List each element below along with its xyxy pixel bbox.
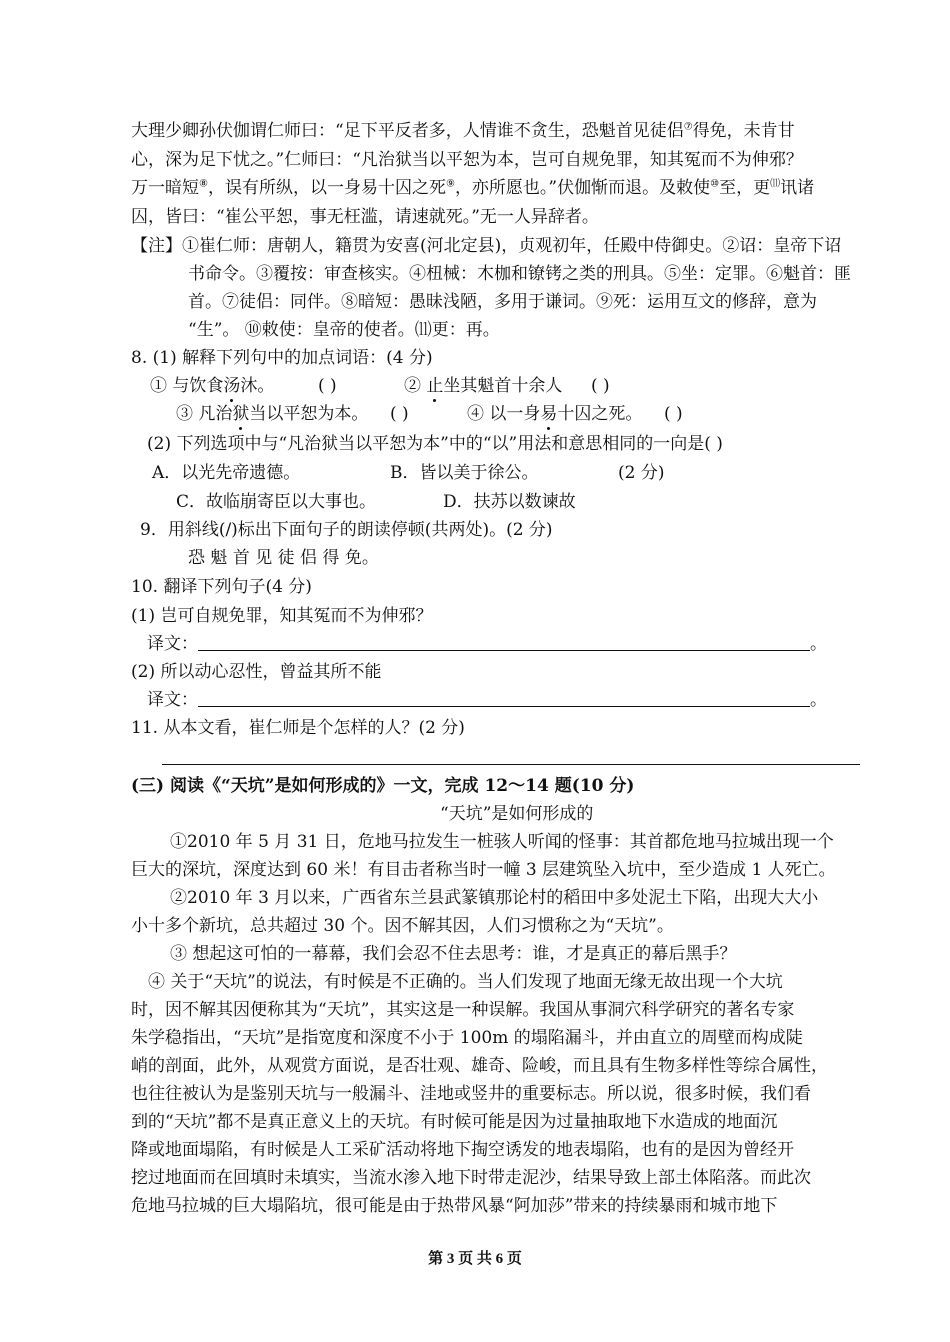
passage-line-2: 心，深为足下忧之。”仁师曰：“凡治狱当以平恕为本，岂可自规免罪，知其冤而不为伸邪？ [131,150,803,170]
q8-item-1-answer[interactable]: ( ) [318,376,337,396]
passage-text: 得免，未肯甘 [692,121,795,141]
footnote-marker: ⑩ [710,178,720,190]
q10-answer-2 [147,689,827,711]
q8-item-2 [404,375,562,397]
passage-text: ，误有所纵，以一身易十囚之死 [207,178,446,198]
footnote-marker: ⑧ [199,178,208,190]
note-line-3: 首。⑦徒侣：同伴。⑧暗短：愚昧浅陋，多用于谦词。⑨死：运用互文的修辞，意为 [188,292,817,312]
article-p4-line-4: 峭的剖面，此外，从观赏方面说，是否壮观、雄奇、险峻，而且具有生物多样性等综合属性， [131,1056,828,1076]
q8-item-2-answer[interactable]: ( ) [591,376,610,396]
q8-title: 8. (1) 解释下列句中的加点词语：(4 分) [131,348,433,368]
q8-item-4-answer[interactable]: ( ) [664,404,683,424]
item-text: 沐。 [240,376,275,396]
article-p4-line-5: 也往往被认为是鉴别天坑与一般漏斗、洼地或竖井的重要标志。所以说，很多时候，我们看 [131,1084,811,1104]
answer-label: 译文： [147,690,198,710]
article-p4-line-1: ④ 关于“天坑”的说法，有时候是不正确的。当人们发现了地面无缘无故出现一个大坑 [148,972,783,992]
section-3-heading: (三) 阅读《“天坑”是如何形成的》一文，完成 12～14 题(10 分) [131,776,635,796]
note-line-4: “生”。 ⑩敕使：皇帝的使者。⑾更：再。 [188,320,500,340]
item-text: ④ 以一身 [467,404,541,424]
passage-text: 大理少卿孙伏伽谓仁师曰：“足下平反者多，人情谁不贪生，恐魁首见徒侣 [131,121,684,141]
article-p4-line-8: 挖过地面而在回填时未填实，当流水渗入地下时带走泥沙，结果导致上部土体陷落。而此次 [131,1168,811,1188]
passage-text: 讯诸 [780,178,815,198]
q10-sentence-2: (2) 所以动心忍性，曾益其所不能 [131,662,382,682]
passage-line-3 [131,177,814,199]
answer-end: 。 [810,634,827,654]
q8-option-a: A．以光先帝遗德。 [152,463,301,483]
article-p3: ③ 想起这可怕的一幕幕，我们会忍不住去思考：谁，才是真正的幕后黑手？ [170,944,737,964]
q10-sentence-1: (1) 岂可自规免罪，知其冤而不为伸邪？ [131,606,433,626]
q8-option-b: B．皆以美于徐公。 [390,463,539,483]
footnote-marker: ⑦ [683,121,693,133]
passage-text: 至，更 [719,178,771,198]
article-p4-line-2: 时，因不解其因便称其为“天坑”，其实这是一种误解。我国从事洞穴科学研究的著名专家 [131,1000,795,1020]
item-text: 当以平恕为本。 [249,404,369,424]
passage-line-4: 囚，皆曰：“崔公平恕，事无枉滥，请速就死。”无一人异辞者。 [131,207,599,227]
q10-answer-1 [147,633,827,655]
dotted-word: 易 [540,404,558,424]
note-line-2: 书命令。③覆按：审查核实。④杻械：木枷和镣铐之类的刑具。⑤坐：定罪。⑥魁首：匪 [188,264,851,284]
q8-item-1 [150,375,274,397]
item-text: ③ 凡治 [176,404,233,424]
article-p4-line-9: 危地马拉城的巨大塌陷坑，很可能是由于热带风暴“阿加莎”带来的持续暴雨和城市地下 [131,1196,778,1216]
item-text: 十囚之死。 [557,404,643,424]
dotted-word: 止 [426,376,444,396]
q8-option-d: D．扶苏以数谏故 [443,492,576,512]
article-p4-line-6: 到的“天坑”都不是真正意义上的天坑。有时候可能是因为过量抽取地下水造成的地面沉 [131,1112,778,1132]
footnote-marker: ⑨ [445,178,455,190]
passage-text: 万一暗短 [131,178,199,198]
q8-option-c: C．故临崩寄臣以大事也。 [176,492,377,512]
note-line-1: 【注】①崔仁师：唐朝人，籍贯为安喜(河北定县)，贞观初年，任殿中侍御史。②诏：皇帝下诏 [131,236,842,256]
passage-text: ，亦所愿也。”伏伽惭而退。及敕使 [454,178,711,198]
q8-item-3-answer[interactable]: ( ) [390,404,409,424]
item-text: ① 与饮食 [150,376,224,396]
item-text: ② [404,376,427,396]
q8-item-4 [467,403,642,425]
q11-title: 11. 从本文看，崔仁师是个怎样的人？(2 分) [131,718,465,738]
answer-end: 。 [810,690,827,710]
article-title: “天坑”是如何形成的 [440,804,594,824]
article-p1-line-1: ①2010 年 5 月 31 日，危地马拉发生一桩骇人听闻的怪事：其首都危地马拉城出现一个 [170,832,834,852]
q9-title: 9．用斜线(/)标出下面句子的朗读停顿(共两处)。(2 分) [140,520,553,540]
article-p1-line-2: 巨大的深坑，深度达到 60 米！有目击者称当时一幢 3 层建筑坠入坑中，至少造成 1 人死亡。 [131,860,836,880]
q11-answer-line[interactable] [162,764,860,765]
answer-blank-2[interactable] [198,690,810,707]
article-p4-line-3: 朱学稳指出，“天坑”是指宽度和深度不小于 100m 的塌陷漏斗，并由直立的周壁而构成陡 [131,1028,803,1048]
passage-line-1 [131,120,795,142]
item-text: 坐其魁首十余人 [443,376,563,396]
article-p4-line-7: 降或地面塌陷，有时候是人工采矿活动将地下掏空诱发的地表塌陷，也有的是因为曾经开 [131,1140,794,1160]
answer-label: 译文： [147,634,198,654]
article-p2-line-1: ②2010 年 3 月以来，广西省东兰县武篆镇那论村的稻田中多处泥土下陷，出现大大小 [170,888,819,908]
dotted-word: 狱 [232,404,250,424]
article-p2-line-2: 小十多个新坑，总共超过 30 个。因不解其因，人们习惯称之为“天坑”。 [131,916,674,936]
footnote-marker: ⑾ [770,178,781,190]
q8-item-3 [176,403,368,425]
q8-score: (2 分) [618,463,665,483]
page-number-footer: 第 3 页 共 6 页 [428,1251,522,1267]
answer-blank-1[interactable] [198,634,810,651]
dotted-word: 汤 [223,376,241,396]
q9-sentence: 恐 魁 首 见 徒 侣 得 免。 [188,548,379,568]
q8-part-2: (2) 下列选项中与“凡治狱当以平恕为本”中的“以”用法和意思相同的一向是( ) [147,434,723,454]
q10-title: 10. 翻译下列句子(4 分) [131,577,312,597]
